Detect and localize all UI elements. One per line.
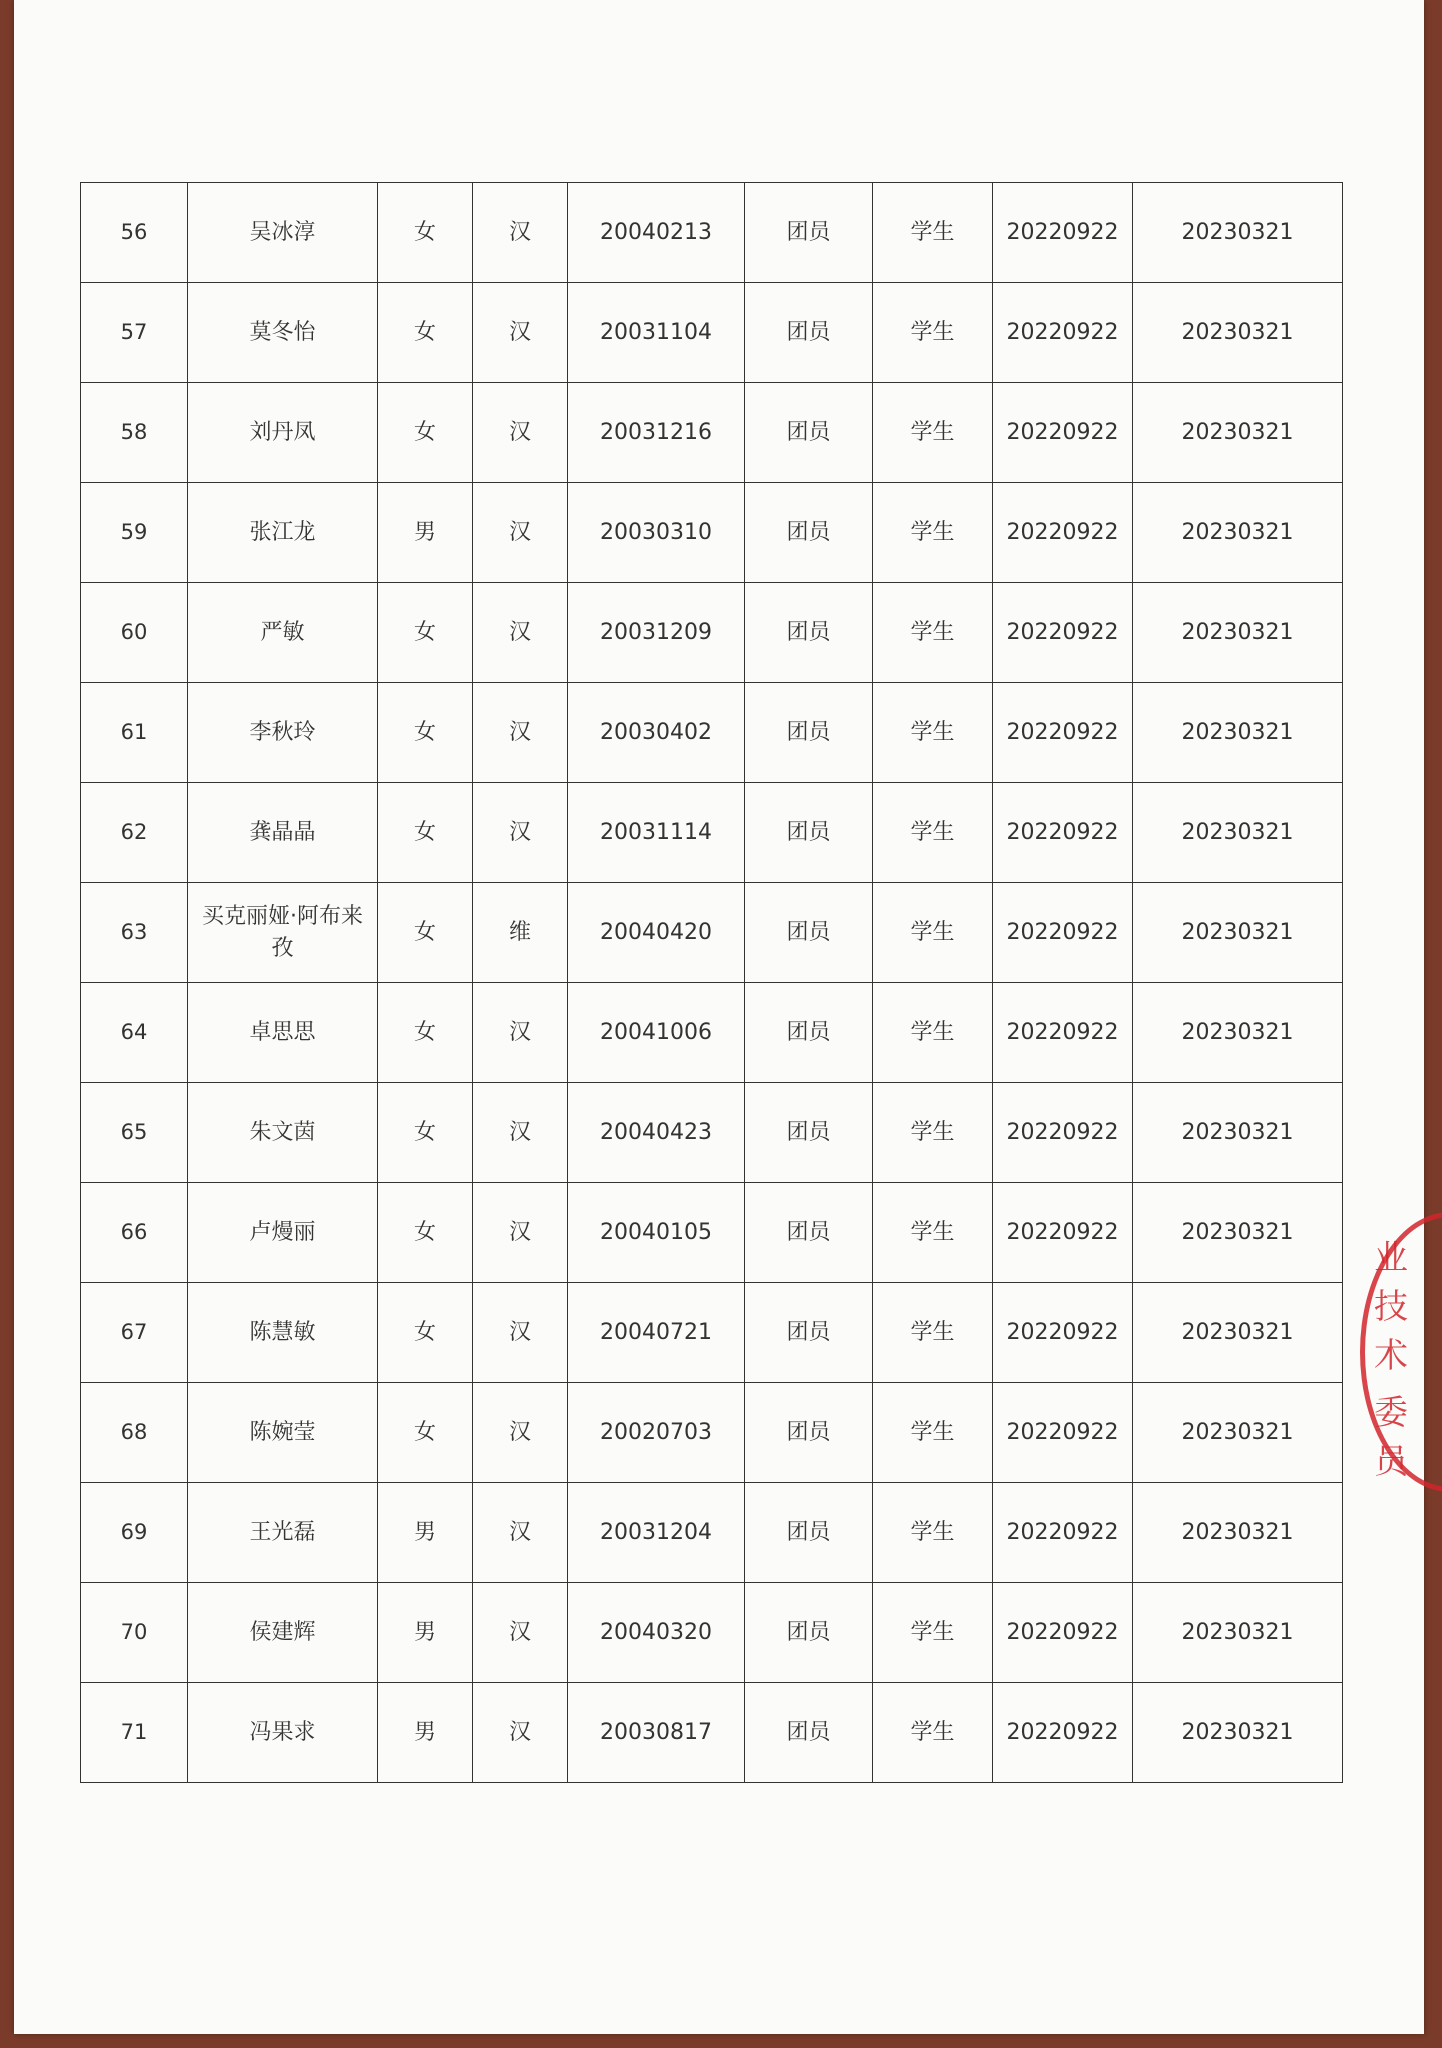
cell-birth: 20031209 <box>568 583 745 683</box>
cell-gender: 女 <box>378 1083 473 1183</box>
cell-no: 58 <box>81 383 188 483</box>
cell-date2: 20230321 <box>1133 483 1343 583</box>
cell-date1: 20220922 <box>993 1083 1133 1183</box>
cell-birth: 20040423 <box>568 1083 745 1183</box>
cell-name: 刘丹凤 <box>188 383 378 483</box>
cell-date2: 20230321 <box>1133 1483 1343 1583</box>
cell-date1: 20220922 <box>993 1583 1133 1683</box>
cell-name: 龚晶晶 <box>188 783 378 883</box>
cell-name: 买克丽娅·阿布来孜 <box>188 883 378 983</box>
cell-date1: 20220922 <box>993 1683 1133 1783</box>
cell-status: 团员 <box>745 1683 873 1783</box>
cell-status: 团员 <box>745 583 873 683</box>
cell-status: 团员 <box>745 1583 873 1683</box>
cell-gender: 男 <box>378 1683 473 1783</box>
cell-ethnicity: 汉 <box>473 283 568 383</box>
table-row <box>81 1683 1343 1783</box>
cell-gender: 女 <box>378 183 473 283</box>
cell-birth: 20030310 <box>568 483 745 583</box>
cell-no: 59 <box>81 483 188 583</box>
cell-ethnicity: 汉 <box>473 1483 568 1583</box>
cell-status: 团员 <box>745 883 873 983</box>
cell-gender: 女 <box>378 283 473 383</box>
table-row <box>81 1283 1343 1383</box>
cell-birth: 20041006 <box>568 983 745 1083</box>
table-row <box>81 1383 1343 1483</box>
cell-no: 57 <box>81 283 188 383</box>
cell-gender: 女 <box>378 383 473 483</box>
cell-occupation: 学生 <box>873 1583 993 1683</box>
cell-status: 团员 <box>745 483 873 583</box>
cell-date2: 20230321 <box>1133 1683 1343 1783</box>
table-row <box>81 1183 1343 1283</box>
cell-birth: 20031216 <box>568 383 745 483</box>
cell-occupation: 学生 <box>873 383 993 483</box>
cell-occupation: 学生 <box>873 483 993 583</box>
cell-ethnicity: 汉 <box>473 183 568 283</box>
cell-date1: 20220922 <box>993 183 1133 283</box>
cell-name: 张江龙 <box>188 483 378 583</box>
cell-gender: 男 <box>378 1583 473 1683</box>
cell-no: 68 <box>81 1383 188 1483</box>
cell-ethnicity: 汉 <box>473 1283 568 1383</box>
table-row <box>81 983 1343 1083</box>
cell-occupation: 学生 <box>873 183 993 283</box>
cell-gender: 女 <box>378 1283 473 1383</box>
cell-no: 65 <box>81 1083 188 1183</box>
cell-occupation: 学生 <box>873 683 993 783</box>
cell-date1: 20220922 <box>993 883 1133 983</box>
document-page <box>14 0 1424 2034</box>
seal-text-bottom: 委员 <box>1374 1393 1408 1482</box>
cell-date2: 20230321 <box>1133 1583 1343 1683</box>
cell-status: 团员 <box>745 283 873 383</box>
cell-date1: 20220922 <box>993 1483 1133 1583</box>
cell-name: 吴冰淳 <box>188 183 378 283</box>
cell-no: 69 <box>81 1483 188 1583</box>
table-row <box>81 1483 1343 1583</box>
member-table <box>80 182 1343 1783</box>
cell-occupation: 学生 <box>873 283 993 383</box>
cell-date1: 20220922 <box>993 783 1133 883</box>
cell-occupation: 学生 <box>873 1483 993 1583</box>
cell-date2: 20230321 <box>1133 1083 1343 1183</box>
cell-name: 朱文茵 <box>188 1083 378 1183</box>
cell-date2: 20230321 <box>1133 883 1343 983</box>
cell-ethnicity: 汉 <box>473 483 568 583</box>
cell-no: 63 <box>81 883 188 983</box>
cell-date1: 20220922 <box>993 1383 1133 1483</box>
cell-ethnicity: 汉 <box>473 383 568 483</box>
cell-gender: 女 <box>378 1383 473 1483</box>
cell-birth: 20031204 <box>568 1483 745 1583</box>
table-body <box>81 183 1343 1783</box>
cell-status: 团员 <box>745 383 873 483</box>
cell-name: 卓思思 <box>188 983 378 1083</box>
cell-name: 冯果求 <box>188 1683 378 1783</box>
cell-gender: 女 <box>378 683 473 783</box>
cell-date2: 20230321 <box>1133 1383 1343 1483</box>
cell-date1: 20220922 <box>993 483 1133 583</box>
cell-occupation: 学生 <box>873 1283 993 1383</box>
cell-name: 李秋玲 <box>188 683 378 783</box>
table-row <box>81 383 1343 483</box>
table-row <box>81 883 1343 983</box>
cell-ethnicity: 汉 <box>473 1683 568 1783</box>
cell-occupation: 学生 <box>873 1683 993 1783</box>
cell-gender: 女 <box>378 983 473 1083</box>
cell-occupation: 学生 <box>873 583 993 683</box>
cell-status: 团员 <box>745 183 873 283</box>
cell-ethnicity: 汉 <box>473 1383 568 1483</box>
cell-no: 60 <box>81 583 188 683</box>
cell-ethnicity: 汉 <box>473 783 568 883</box>
cell-date2: 20230321 <box>1133 783 1343 883</box>
cell-occupation: 学生 <box>873 883 993 983</box>
cell-no: 62 <box>81 783 188 883</box>
cell-date1: 20220922 <box>993 1183 1133 1283</box>
table-row <box>81 183 1343 283</box>
cell-status: 团员 <box>745 983 873 1083</box>
cell-date2: 20230321 <box>1133 683 1343 783</box>
cell-ethnicity: 汉 <box>473 583 568 683</box>
cell-no: 71 <box>81 1683 188 1783</box>
cell-occupation: 学生 <box>873 783 993 883</box>
cell-date2: 20230321 <box>1133 1183 1343 1283</box>
cell-birth: 20030402 <box>568 683 745 783</box>
cell-gender: 女 <box>378 883 473 983</box>
cell-no: 66 <box>81 1183 188 1283</box>
cell-gender: 女 <box>378 783 473 883</box>
cell-gender: 女 <box>378 1183 473 1283</box>
table-row <box>81 1083 1343 1183</box>
cell-birth: 20031114 <box>568 783 745 883</box>
table-row <box>81 283 1343 383</box>
cell-no: 64 <box>81 983 188 1083</box>
cell-name: 莫冬怡 <box>188 283 378 383</box>
cell-status: 团员 <box>745 1383 873 1483</box>
cell-name: 陈慧敏 <box>188 1283 378 1383</box>
cell-status: 团员 <box>745 1283 873 1383</box>
cell-ethnicity: 汉 <box>473 983 568 1083</box>
cell-date2: 20230321 <box>1133 283 1343 383</box>
cell-ethnicity: 汉 <box>473 683 568 783</box>
cell-date1: 20220922 <box>993 1283 1133 1383</box>
cell-ethnicity: 汉 <box>473 1583 568 1683</box>
cell-status: 团员 <box>745 1083 873 1183</box>
cell-status: 团员 <box>745 683 873 783</box>
table-row <box>81 483 1343 583</box>
cell-birth: 20030817 <box>568 1683 745 1783</box>
cell-date1: 20220922 <box>993 983 1133 1083</box>
cell-birth: 20040105 <box>568 1183 745 1283</box>
table-row <box>81 783 1343 883</box>
cell-no: 61 <box>81 683 188 783</box>
cell-status: 团员 <box>745 783 873 883</box>
cell-occupation: 学生 <box>873 1383 993 1483</box>
cell-birth: 20040721 <box>568 1283 745 1383</box>
cell-date2: 20230321 <box>1133 1283 1343 1383</box>
cell-no: 67 <box>81 1283 188 1383</box>
cell-status: 团员 <box>745 1483 873 1583</box>
cell-date1: 20220922 <box>993 283 1133 383</box>
cell-date2: 20230321 <box>1133 183 1343 283</box>
cell-gender: 男 <box>378 1483 473 1583</box>
cell-name: 严敏 <box>188 583 378 683</box>
cell-status: 团员 <box>745 1183 873 1283</box>
cell-birth: 20040320 <box>568 1583 745 1683</box>
cell-date1: 20220922 <box>993 683 1133 783</box>
seal-text-top: 业技术 <box>1374 1238 1408 1376</box>
table-row <box>81 583 1343 683</box>
cell-date2: 20230321 <box>1133 583 1343 683</box>
cell-no: 56 <box>81 183 188 283</box>
table-row <box>81 1583 1343 1683</box>
cell-ethnicity: 维 <box>473 883 568 983</box>
cell-birth: 20040213 <box>568 183 745 283</box>
cell-birth: 20020703 <box>568 1383 745 1483</box>
cell-date1: 20220922 <box>993 583 1133 683</box>
table-row <box>81 683 1343 783</box>
cell-gender: 男 <box>378 483 473 583</box>
cell-ethnicity: 汉 <box>473 1083 568 1183</box>
cell-occupation: 学生 <box>873 983 993 1083</box>
cell-name: 卢熳丽 <box>188 1183 378 1283</box>
cell-name: 侯建辉 <box>188 1583 378 1683</box>
cell-gender: 女 <box>378 583 473 683</box>
cell-birth: 20040420 <box>568 883 745 983</box>
cell-birth: 20031104 <box>568 283 745 383</box>
cell-ethnicity: 汉 <box>473 1183 568 1283</box>
cell-name: 陈婉莹 <box>188 1383 378 1483</box>
cell-date1: 20220922 <box>993 383 1133 483</box>
cell-occupation: 学生 <box>873 1183 993 1283</box>
cell-occupation: 学生 <box>873 1083 993 1183</box>
cell-name: 王光磊 <box>188 1483 378 1583</box>
cell-date2: 20230321 <box>1133 983 1343 1083</box>
cell-date2: 20230321 <box>1133 383 1343 483</box>
cell-no: 70 <box>81 1583 188 1683</box>
